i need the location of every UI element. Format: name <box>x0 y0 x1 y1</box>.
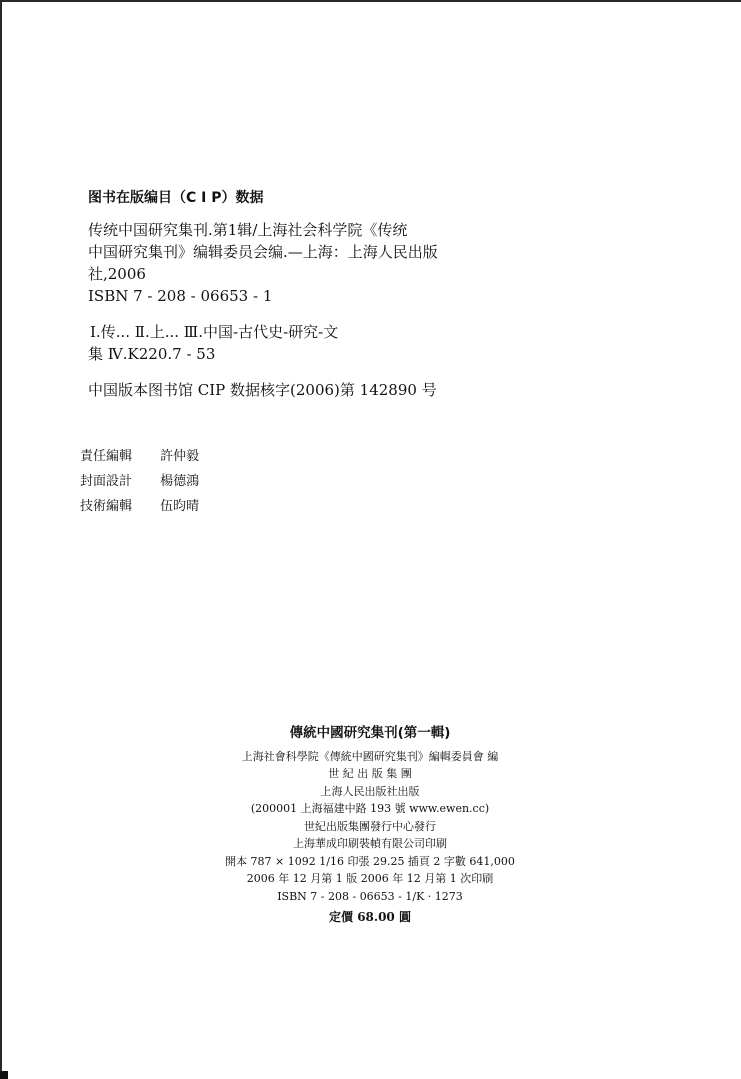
credit-role: 技術編輯 <box>80 499 133 514</box>
price-line: 定價 68.00 圓 <box>329 910 411 924</box>
credits-block <box>80 444 199 519</box>
credit-name: 楊德鴻 <box>160 474 200 489</box>
printer-line: 上海華成印刷裝幀有限公司印刷 <box>293 837 447 850</box>
edition-line: 2006 年 12 月第 1 版 2006 年 12 月第 1 次印刷 <box>246 872 494 885</box>
address-line: (200001 上海福建中路 193 號 www.ewen.cc) <box>250 802 490 815</box>
scan-mark <box>0 1071 8 1079</box>
editor-line: 上海社會科學院《傳統中國研究集刊》編輯委員會 編 <box>241 749 499 763</box>
isbn-line: ISBN 7 - 208 - 06653 - 1/K · 1273 <box>277 889 463 903</box>
publisher-line: 上海人民出版社出版 <box>320 784 420 798</box>
colophon-block <box>190 725 550 927</box>
scan-border-left <box>0 0 2 1079</box>
group-line: 世 紀 出 版 集 團 <box>328 767 412 780</box>
cip-classification: Ⅰ.传... Ⅱ.上... Ⅲ.中国-古代史-研究-文 <box>90 323 339 341</box>
cip-heading: 图书在版编目（C I P）数据 <box>88 190 264 206</box>
cip-line: 传统中国研究集刊.第1辑/上海社会科学院《传统 <box>88 221 408 239</box>
cip-isbn: ISBN 7 - 208 - 06653 - 1 <box>88 287 273 305</box>
specs-line: 開本 787 × 1092 1/16 印張 29.25 插頁 2 字數 641,000 <box>225 854 515 868</box>
credit-name: 伍昀晴 <box>160 499 200 514</box>
cip-number: 中国版本图书馆 CIP 数据核字(2006)第 142890 号 <box>88 381 437 399</box>
credit-role: 封面設計 <box>80 474 133 489</box>
book-title: 傳統中國研究集刊(第一輯) <box>289 725 451 741</box>
cip-line: 社,2006 <box>88 265 146 283</box>
scan-border-top <box>0 0 741 2</box>
credit-row <box>80 469 199 494</box>
cip-data-block <box>88 187 448 401</box>
credit-row <box>80 444 199 469</box>
credit-role: 責任編輯 <box>80 449 133 464</box>
credit-row <box>80 494 199 519</box>
credit-name: 許仲毅 <box>160 449 200 464</box>
cip-classification: 集 Ⅳ.K220.7 - 53 <box>88 345 216 363</box>
distributor-line: 世紀出版集團發行中心發行 <box>304 819 436 833</box>
cip-line: 中国研究集刊》编辑委员会编.—上海：上海人民出版 <box>88 243 438 261</box>
